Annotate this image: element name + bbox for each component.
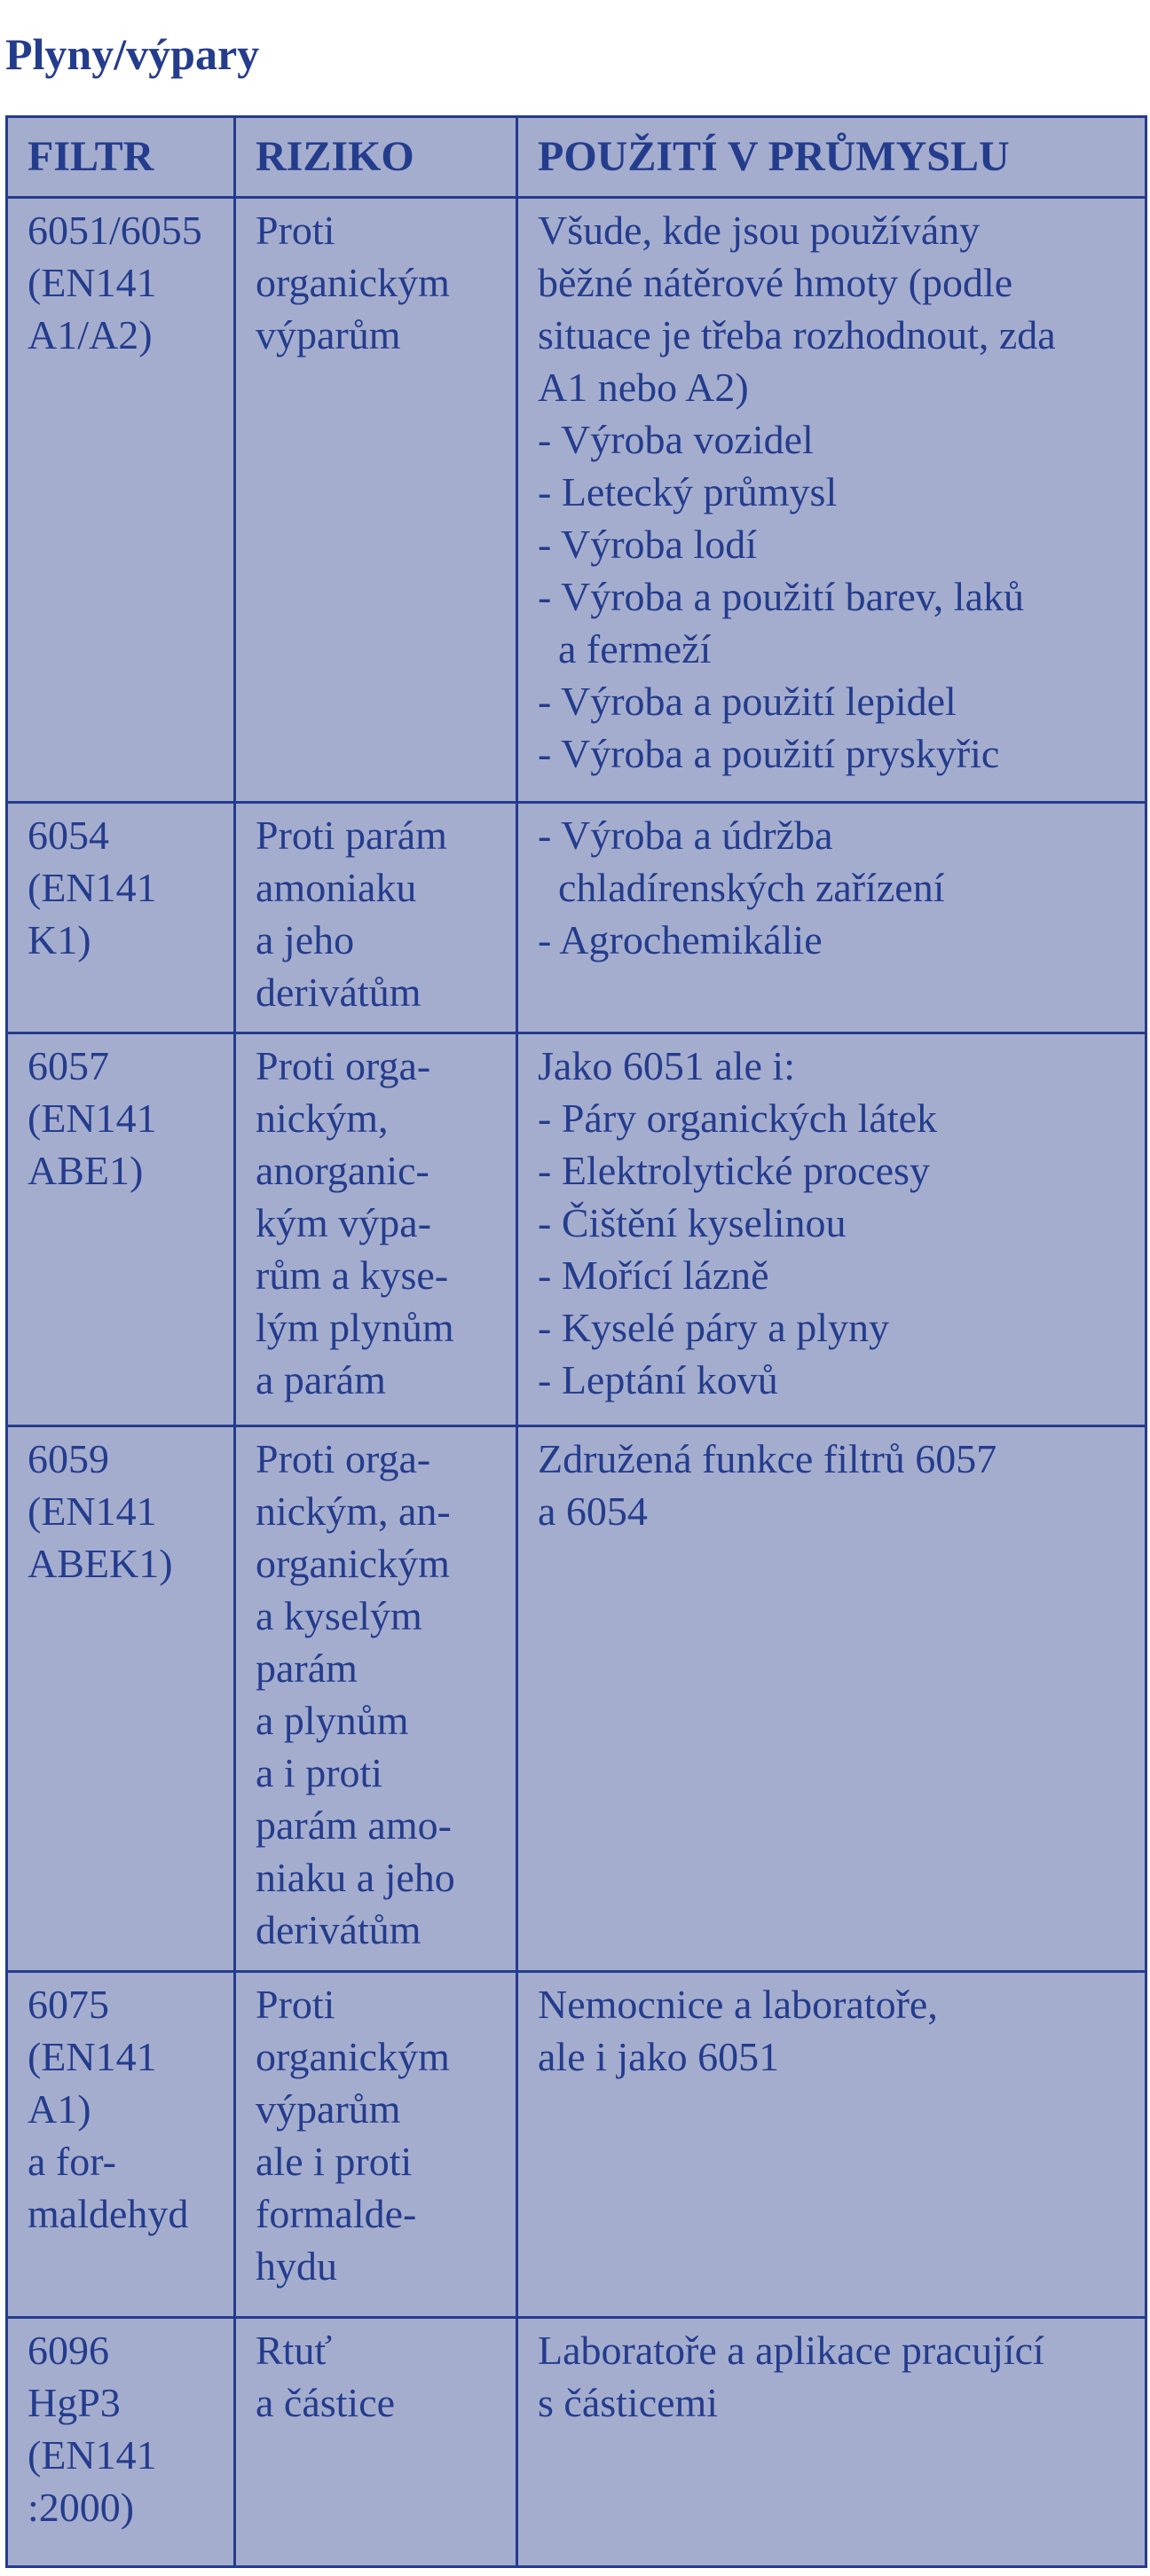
table-row — [7, 803, 1146, 1033]
filter-cell: 6075 (EN141 A1) a for- maldehyd — [7, 1972, 235, 2318]
column-header-filter: FILTR — [7, 117, 235, 198]
usage-cell: Laboratoře a aplikace pracující s částicemi — [517, 2318, 1146, 2567]
risk-cell: Proti organickým výparům — [235, 198, 517, 803]
risk-cell: Proti organickým výparům ale i proti formalde- hydu — [235, 1972, 517, 2318]
usage-cell: Združená funkce filtrů 6057 a 6054 — [517, 1426, 1146, 1972]
risk-cell: Proti orga- nickým, an- organickým a kyselým parám a plynům a i proti parám amo- niaku a jeho derivátům — [235, 1426, 517, 1972]
filter-cell: 6057 (EN141 ABE1) — [7, 1033, 235, 1426]
table-row — [7, 1426, 1146, 1972]
filter-cell: 6051/6055 (EN141 A1/A2) — [7, 198, 235, 803]
usage-cell: - Výroba a údržba chladírenských zařízení - Agrochemikálie — [517, 803, 1146, 1033]
table-header-row — [7, 117, 1146, 198]
table-row — [7, 2318, 1146, 2567]
table-row — [7, 1033, 1146, 1426]
page-title: Plyny/výpary — [5, 29, 260, 79]
filter-cell: 6054 (EN141 K1) — [7, 803, 235, 1033]
table-row — [7, 1972, 1146, 2318]
filter-table — [5, 115, 1147, 2568]
table-row — [7, 198, 1146, 803]
usage-cell: Nemocnice a laboratoře, ale i jako 6051 — [517, 1972, 1146, 2318]
column-header-risk: RIZIKO — [235, 117, 517, 198]
column-header-usage: POUŽITÍ V PRŮMYSLU — [517, 117, 1146, 198]
filter-cell: 6059 (EN141 ABEK1) — [7, 1426, 235, 1972]
risk-cell: Proti orga- nickým, anorganic- kým výpa- rům a kyse- lým plynům a parám — [235, 1033, 517, 1426]
usage-cell: Jako 6051 ale i: - Páry organických látek - Elektrolytické procesy - Čištění kyselinou - Mořící lázně - Kyselé páry a plyny - Leptání kovů — [517, 1033, 1146, 1426]
usage-cell: Všude, kde jsou používány běžné nátěrové hmoty (podle situace je třeba rozhodnout, zda A1 nebo A2) - Výroba vozidel - Letecký průmysl - Výroba lodí - Výroba a použití barev, laků a fermeží - Výroba a použití lepidel - Výroba a použití pryskyřic — [517, 198, 1146, 803]
filter-cell: 6096 HgP3 (EN141 :2000) — [7, 2318, 235, 2567]
risk-cell: Proti parám amoniaku a jeho derivátům — [235, 803, 517, 1033]
risk-cell: Rtuť a částice — [235, 2318, 517, 2567]
